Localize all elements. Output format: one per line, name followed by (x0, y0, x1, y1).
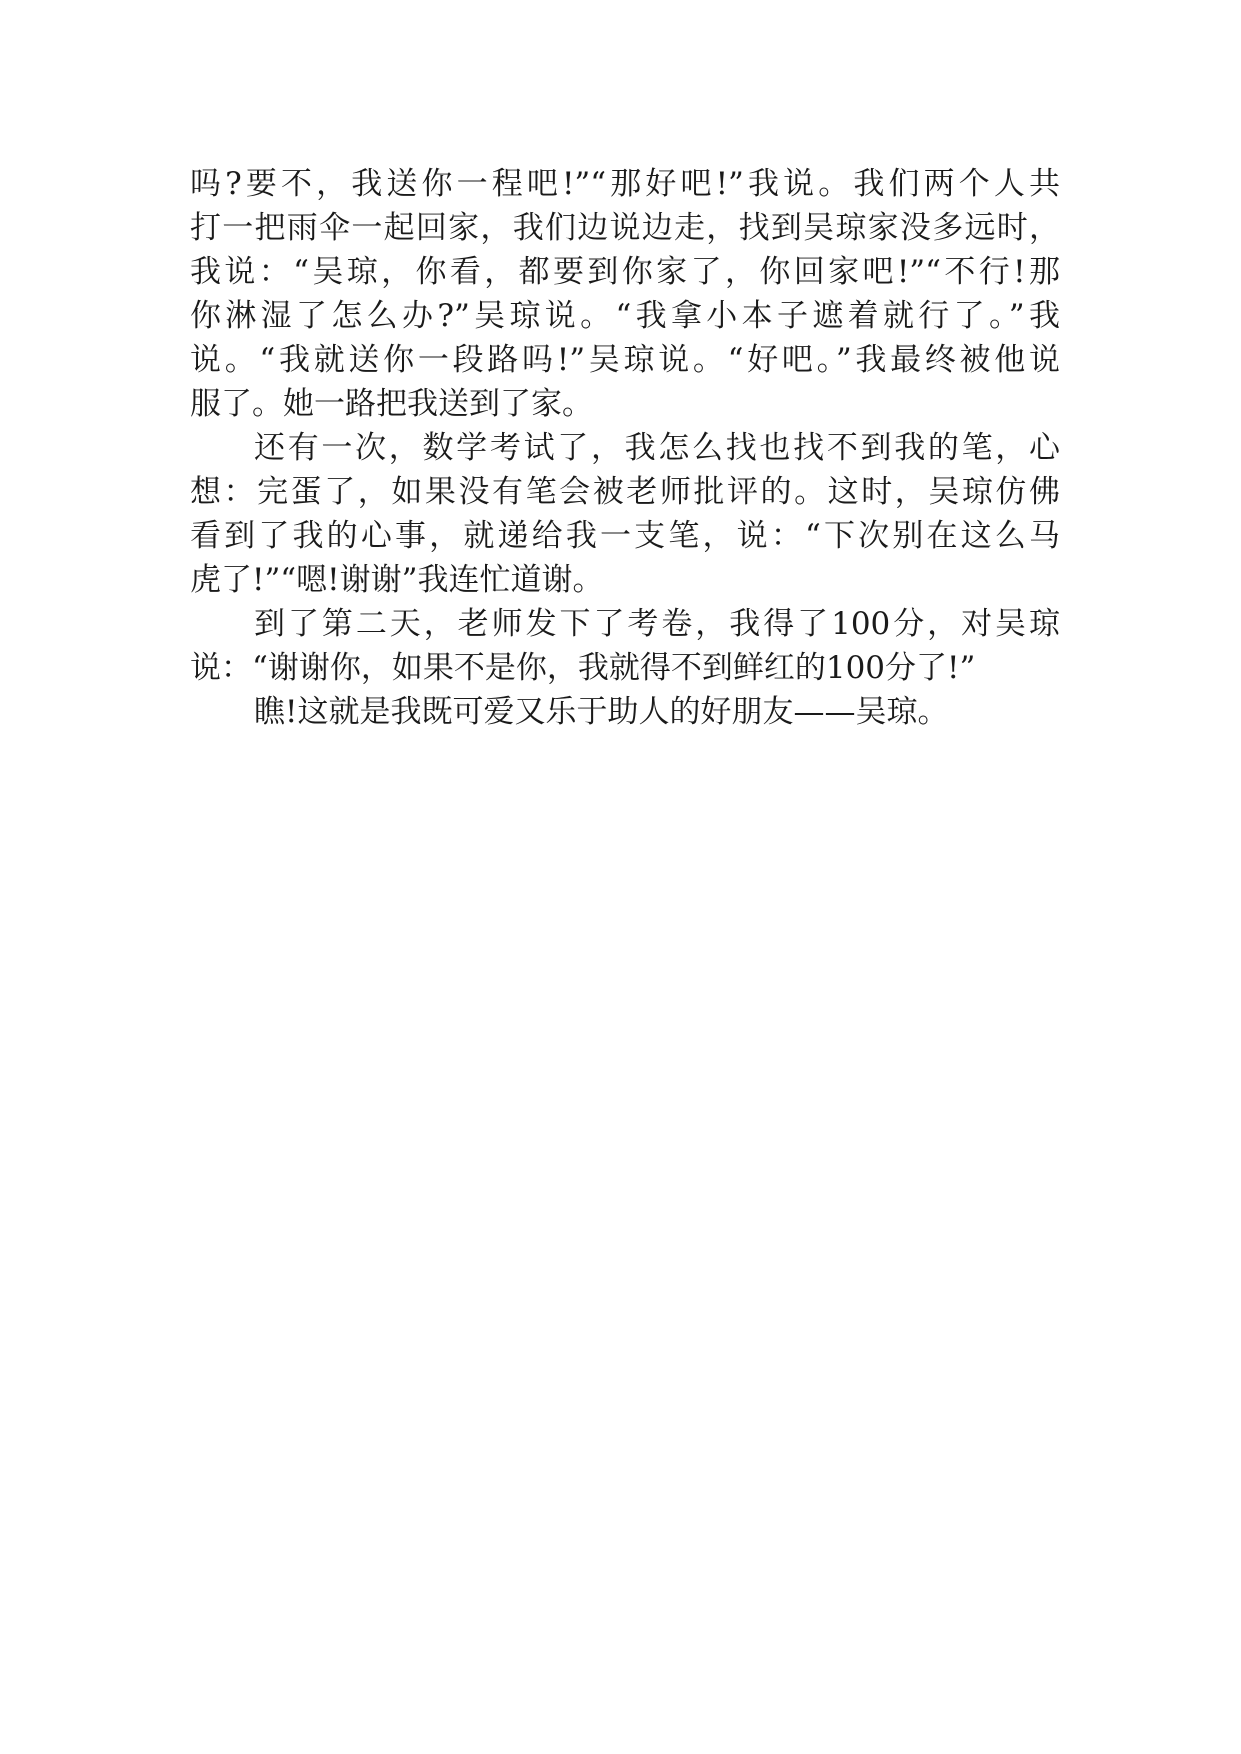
essay-body (190, 162, 1060, 734)
text-line: 说：“谢谢你，如果不是你，我就得不到鲜红的100分了!” (190, 650, 976, 686)
text-line: 虎了!”“嗯!谢谢”我连忙道谢。 (190, 562, 604, 598)
text-line: 我说：“吴琼，你看，都要到你家了，你回家吧!”“不行!那 (190, 254, 1060, 290)
text-line: 服了。她一路把我送到了家。 (190, 386, 593, 422)
text-line: 想：完蛋了，如果没有笔会被老师批评的。这时，吴琼仿佛 (190, 474, 1060, 510)
text-line: 到了第二天，老师发下了考卷，我得了100分，对吴琼 (254, 606, 1060, 642)
text-line: 吗?要不，我送你一程吧!”“那好吧!”我说。我们两个人共 (190, 166, 1060, 202)
text-line: 打一把雨伞一起回家，我们边说边走，找到吴琼家没多远时， (190, 210, 1060, 246)
text-line: 你淋湿了怎么办?”吴琼说。“我拿小本子遮着就行了。”我 (190, 298, 1060, 334)
text-line: 瞧!这就是我既可爱又乐于助人的好朋友——吴琼。 (254, 694, 949, 730)
text-line: 看到了我的心事，就递给我一支笔，说：“下次别在这么马 (190, 518, 1060, 554)
text-line: 说。“我就送你一段路吗!”吴琼说。“好吧。”我最终被他说 (190, 342, 1060, 378)
text-line: 还有一次，数学考试了，我怎么找也找不到我的笔，心 (254, 430, 1060, 466)
